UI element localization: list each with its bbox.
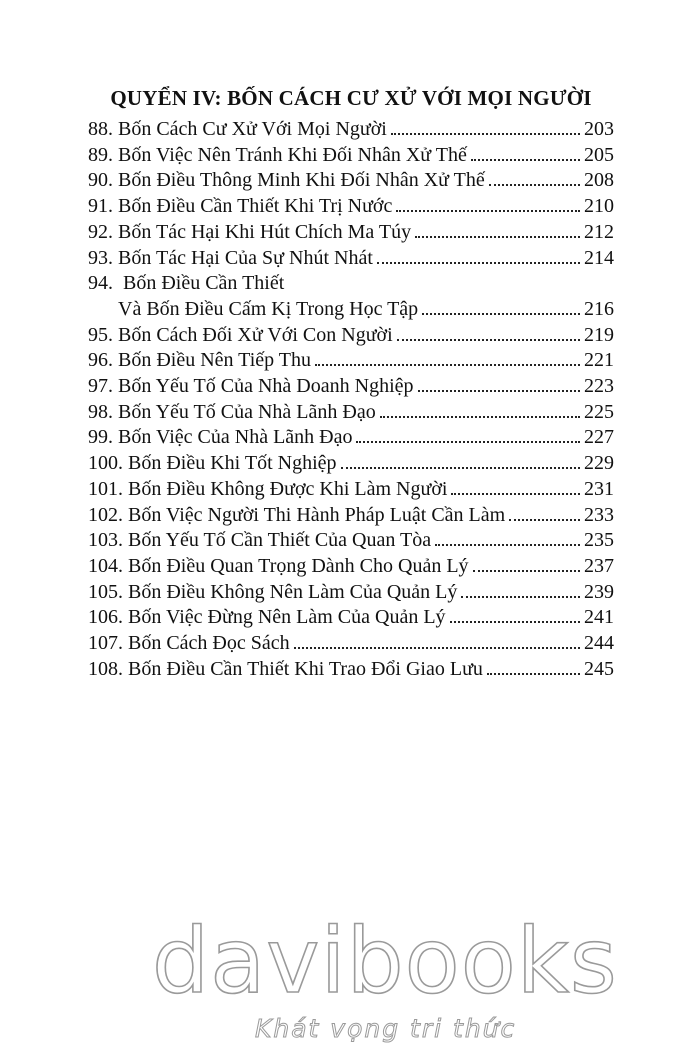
table-of-contents [88,86,614,682]
dot-leader [450,621,580,623]
entry-title: Bốn Điều Cần Thiết Khi Trị Nước [118,195,393,218]
toc-entry [88,580,614,606]
entry-number: 93. [88,246,113,269]
dot-leader [487,673,580,675]
toc-entry [88,246,614,272]
dot-leader [473,570,580,572]
entry-page-number: 239 [584,580,614,603]
entry-page-number: 244 [584,632,614,655]
dot-leader [471,159,580,161]
entry-number: 108. [88,657,123,680]
entry-number: 96. [88,349,113,372]
entry-number: 100. [88,452,123,475]
toc-entry [88,631,614,657]
dot-leader [461,596,580,598]
dot-leader [396,210,580,212]
entry-page-number: 221 [584,349,614,372]
entry-number: 92. [88,220,113,243]
entry-title: Bốn Điều Quan Trọng Dành Cho Quản Lý [128,554,469,577]
entry-number: 103. [88,529,123,552]
entry-title-line-2: Và Bốn Điều Cấm Kị Trong Học Tập [118,297,419,320]
toc-entry [88,374,614,400]
entry-title: Bốn Điều Khi Tốt Nghiệp [128,452,337,475]
toc-entry [88,425,614,451]
toc-entry [88,605,614,631]
dot-leader [489,184,580,186]
toc-entry [88,348,614,374]
entry-page-number: 229 [584,452,614,475]
entry-title: Bốn Tác Hại Khi Hút Chích Ma Túy [118,220,412,243]
entry-number: 90. [88,169,113,192]
entry-page-number: 223 [584,375,614,398]
entry-title: Bốn Yếu Tố Của Nhà Doanh Nghiệp [118,375,414,398]
toc-entry [88,297,614,323]
entry-page-number: 208 [584,169,614,192]
entry-title: Bốn Cách Cư Xử Với Mọi Người [118,118,387,140]
entry-number: 106. [88,606,123,629]
entry-number: 97. [88,375,113,398]
entry-title: Bốn Yếu Tố Cần Thiết Của Quan Tòa [128,529,432,552]
entry-title: Bốn Việc Nên Tránh Khi Đối Nhân Xử Thế [118,143,467,166]
entry-page-number: 227 [584,426,614,449]
toc-entry [88,117,614,143]
entry-page-number: 245 [584,657,614,680]
entry-number: 99. [88,426,113,449]
entry-number: 95. [88,323,113,346]
entry-title: Bốn Việc Người Thi Hành Pháp Luật Cần Làm [128,503,506,526]
entry-title: Bốn Việc Của Nhà Lãnh Đạo [118,426,353,449]
entry-title: Bốn Yếu Tố Của Nhà Lãnh Đạo [118,400,376,423]
dot-leader [415,236,580,238]
dot-leader [418,390,580,392]
entry-page-number: 212 [584,220,614,243]
toc-entry [88,503,614,529]
toc-entry [88,554,614,580]
dot-leader [341,467,580,469]
entry-page-number: 203 [584,118,614,140]
entry-title: Bốn Tác Hại Của Sự Nhút Nhát [118,246,373,269]
entry-page-number: 216 [584,297,614,320]
toc-entry [88,657,614,683]
toc-entry [88,194,614,220]
toc-entry [88,477,614,503]
dot-leader [377,262,580,264]
entry-page-number: 237 [584,554,614,577]
entry-title: Bốn Cách Đối Xử Với Con Người [118,323,393,346]
dot-leader [509,519,580,521]
dot-leader [294,647,580,649]
dot-leader [451,493,580,495]
dot-leader [435,544,580,546]
dot-leader [397,339,580,341]
entry-title: Bốn Việc Đừng Nên Làm Của Quản Lý [128,606,446,629]
toc-entry [88,451,614,477]
watermark-brand: davibooks [152,909,618,1014]
entry-number: 102. [88,503,123,526]
entry-number: 107. [88,632,123,655]
entry-page-number: 241 [584,606,614,629]
entry-page-number: 233 [584,503,614,526]
entry-title: Bốn Điều Không Được Khi Làm Người [128,477,448,500]
section-title: QUYỂN IV: BỐN CÁCH CƯ XỬ VỚI MỌI NGƯỜI [110,86,592,110]
publisher-watermark [0,909,700,1052]
entry-number: 88. [88,118,113,140]
dot-leader [315,364,580,366]
dot-leader [380,416,580,418]
entry-title: Bốn Điều Không Nên Làm Của Quản Lý [128,580,458,603]
entry-title-line-1: Bốn Điều Cần Thiết [123,272,285,295]
entry-page-number: 205 [584,143,614,166]
entry-number: 94. [88,272,113,295]
entry-number: 91. [88,195,113,218]
entry-page-number: 231 [584,477,614,500]
dot-leader [422,313,580,315]
entry-title: Bốn Cách Đọc Sách [128,632,290,655]
entry-page-number: 214 [584,246,614,269]
toc-entry [88,323,614,349]
entry-number: 104. [88,554,123,577]
toc-entry [88,168,614,194]
entry-number: 101. [88,477,123,500]
toc-entry [88,220,614,246]
entry-page-number: 219 [584,323,614,346]
entry-page-number: 235 [584,529,614,552]
dot-leader [391,133,580,135]
entry-title: Bốn Điều Cần Thiết Khi Trao Đổi Giao Lưu [128,657,483,680]
toc-entry [88,400,614,426]
toc-entry [88,528,614,554]
toc-entry-first-line [88,271,614,297]
entry-title: Bốn Điều Nên Tiếp Thu [118,349,311,372]
toc-entry [88,143,614,169]
entry-number: 89. [88,143,113,166]
entry-number: 98. [88,400,113,423]
entry-number: 105. [88,580,123,603]
entry-title: Bốn Điều Thông Minh Khi Đối Nhân Xử Thế [118,169,485,192]
entry-page-number: 225 [584,400,614,423]
watermark-tagline: Khát vọng tri thức [255,1014,517,1043]
entry-page-number: 210 [584,195,614,218]
dot-leader [356,441,580,443]
